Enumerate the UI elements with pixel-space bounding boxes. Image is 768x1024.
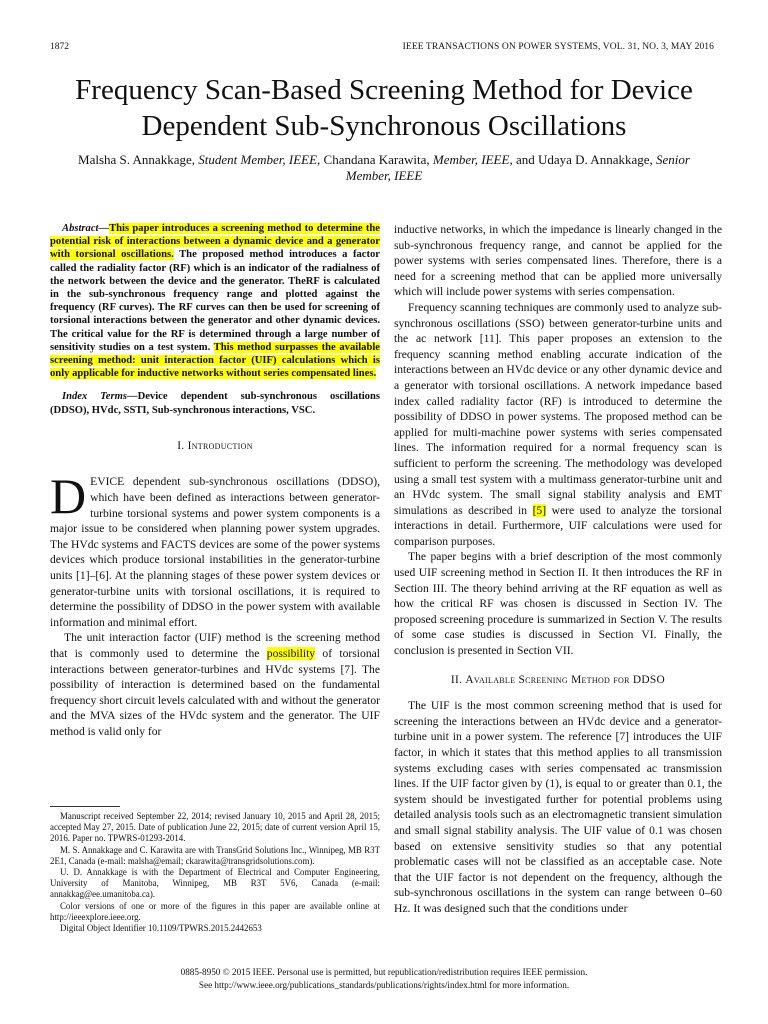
right-paragraph-2 — [394, 300, 722, 550]
right-paragraph-3: The paper begins with a brief description of the most commonly used UIF screening method in Section II. It then introduces the RF in Section III. The theory behind arriving at the RF equation as well as how the critical RF was chosen is discussed in Section IV. The proposed screening procedure is summarized in Section V. The results of some case studies is discussed in Section VI. Finally, the conclusion is presented in Section VII. — [394, 550, 722, 658]
author-list — [70, 152, 698, 184]
footnote-manuscript: Manuscript received September 22, 2014; revised January 10, 2015 and April 28, 2015; accepted May 27, 2015. Date of publication June 22, 2015; date of current version April 15, 2016. Paper no. TPWRS-01293-2014. — [50, 811, 380, 844]
copyright-line-1: 0885-8950 © 2015 IEEE. Personal use is permitted, but republication/redistribution requires IEEE permission. — [180, 967, 588, 977]
intro-p1-text: EVICE dependent sub-synchronous oscillations (DDSO), which have been defined as interactions between generator-turbine torsional systems and power system components is a major issue to be considered when planning power system upgrades. The HVdc systems and FACTS devices are some of the power systems devices which produce torsional instabilities in the generator-turbine units [1]–[6]. At the planning stages of these power system devices or generator-turbine units with torsional oscillations, it is required to determine the possibility of DDSO in the power system with available information and minimal effort. — [50, 475, 380, 629]
abstract — [50, 222, 380, 380]
intro-p2-text-b: of torsional interactions between generator-turbines and HVdc systems [7]. The possibility of interaction is determined based on the fundamental frequency short circuit levels calculated with and without the generator and the MVA sizes of the HVdc system and the generator. The UIF method is valid only for — [50, 646, 380, 738]
copyright-line-2: See http://www.ieee.org/publications_standards/publications/rights/index.html for more information. — [198, 980, 570, 990]
abstract-highlight-1: This paper introduces a screening method to determine the potential risk of interactions between a dynamic device and a generator with torsional oscillations. — [50, 223, 380, 261]
intro-p2-highlight: possibility — [266, 646, 316, 660]
footnote-rule — [50, 806, 120, 807]
right-p2-text-a: Frequency scanning techniques are commonly used to analyze sub-synchronous oscillations (SSO) between generator-turbine units and the ac network [11]. This paper proposes an extension to the frequency scanning method enabling accurate indication of the interactions between an HVdc device or any other dynamic device and a generator with torsional oscillations. A network impedance based index called radiality factor (RF) is introduced to determine the possibility of DDSO in power systems. The proposed method can be applied for multi-machine power systems with series compensated lines. The information required for a normal frequency scan is sufficient to perform the screening. The methodology was developed using a small test system with a multimass generator-turbine unit and an HVdc system. The small signal stability analysis and EMT simulations as described in — [394, 300, 722, 517]
footnote-color: Color versions of one or more of the figures in this paper are available online at http://ieeexplore.ieee.org. — [50, 900, 380, 922]
author-2-role: Member, IEEE — [432, 152, 510, 167]
drop-cap: D — [50, 468, 87, 525]
abstract-highlight-2: This method surpasses the available screening method: unit interaction factor (UIF) calculations which is only applicable for inductive networks without series compensated lines. — [50, 341, 380, 380]
left-column — [50, 222, 380, 740]
index-terms-lead: Index Terms — [62, 391, 127, 403]
footnotes — [50, 806, 380, 934]
section-1-number: I. — [177, 439, 185, 452]
page-number: 1872 — [50, 42, 69, 52]
author-3-role: Senior Member, IEEE — [345, 152, 690, 183]
index-terms-body: —Device dependent sub-synchronous oscillations (DDSO), HVdc, SSTI, Sub-synchronous interactions, VSC. — [50, 391, 380, 416]
intro-paragraph-1 — [50, 468, 380, 630]
index-terms — [50, 390, 380, 416]
right-paragraph-1: inductive networks, in which the impedance is linearly changed in the sub-synchronous frequency range, and cannot be applied for the power systems with series compensated lines. Therefore, there is a need for a screening method that can be applied more universally which will include power systems with series compensation. — [394, 223, 722, 299]
intro-paragraph-2 — [50, 630, 380, 739]
right-column — [394, 222, 722, 917]
author-1: Malsha S. Annakkage, — [78, 152, 195, 167]
section-1-heading — [50, 439, 380, 455]
copyright-notice — [40, 966, 728, 992]
footnote-affiliation-2: U. D. Annakkage is with the Department of Electrical and Computer Engineering, University of Manitoba, Winnipeg, MB R3T 5V6, Canada (e-mail: annakkag@ee.umanitoba.ca). — [50, 867, 380, 900]
section-2-number: II. — [450, 673, 463, 686]
right-p2-text-b: were used to analyze the torsional interactions in detail. Furthermore, UIF calculations were used for comparison purposes. — [394, 503, 723, 548]
right-paragraph-4: The UIF is the most common screening method that is used for screening the interactions between an HVdc device and a generator-turbine unit in a power system. The reference [7] introduces the UIF factor, in which it states that this method applies to all transmission systems excluding cases with series compensated ac transmission lines. If the UIF factor given by (1), is equal to or greater than 0.1, the system should be investigated further for potential problems using detailed analysis tools such as an electromagnetic transient simulation and small signal stability analysis. The UIF value of 0.1 was chosen based on extensive sensitivity studies so that any potential problematic cases will not be classified as an acceptable case. Note that the UIF factor is not dependent on the frequency, although the sub-synchronous oscillations in the system can range between 0–60 Hz. It was designed such that the conditions under — [394, 699, 722, 915]
footnote-doi: Digital Object Identifier 10.1109/TPWRS.2015.2442653 — [60, 923, 262, 934]
section-2-heading — [394, 673, 722, 689]
section-2-title: Available Screening Method for DDSO — [465, 673, 666, 686]
reference-5-highlight: [5] — [532, 503, 547, 517]
author-3: , and Udaya D. Annakkage, — [509, 152, 653, 167]
author-1-role: Student Member, IEEE — [198, 152, 318, 167]
abstract-lead: Abstract — [62, 223, 99, 234]
footnote-affiliation-1: M. S. Annakkage and C. Karawita are with TransGrid Solutions Inc., Winnipeg, MB R3T 2E1, Canada (e-mail: malsha@email; ckarawita@transgridsolutions.com). — [50, 844, 380, 866]
paper-title: Frequency Scan-Based Screening Method for Device Dependent Sub-Synchronous Oscillations — [75, 74, 693, 142]
abstract-body: The proposed method introduces a factor called the radiality factor (RF) which is an indicator of the radialness of the network between the device and the generator. TheRF is calculated in the sub-synchronous frequency range and plotted against the frequency (RF curves). The RF curves can then be used for screening of torsional interactions between the generator and other dynamic devices. The critical value for the RF is determined through a large number of sensitivity studies on a test system. — [50, 249, 380, 353]
author-2: , Chandana Karawita, — [317, 152, 430, 167]
intro-p2-text-a: The unit interaction factor (UIF) method is the screening method that is commonly used to determine the — [50, 631, 380, 660]
journal-header: IEEE TRANSACTIONS ON POWER SYSTEMS, VOL. 31, NO. 3, MAY 2016 — [402, 42, 714, 52]
section-1-title: Introduction — [187, 439, 253, 452]
abstract-dash: — — [98, 223, 110, 234]
